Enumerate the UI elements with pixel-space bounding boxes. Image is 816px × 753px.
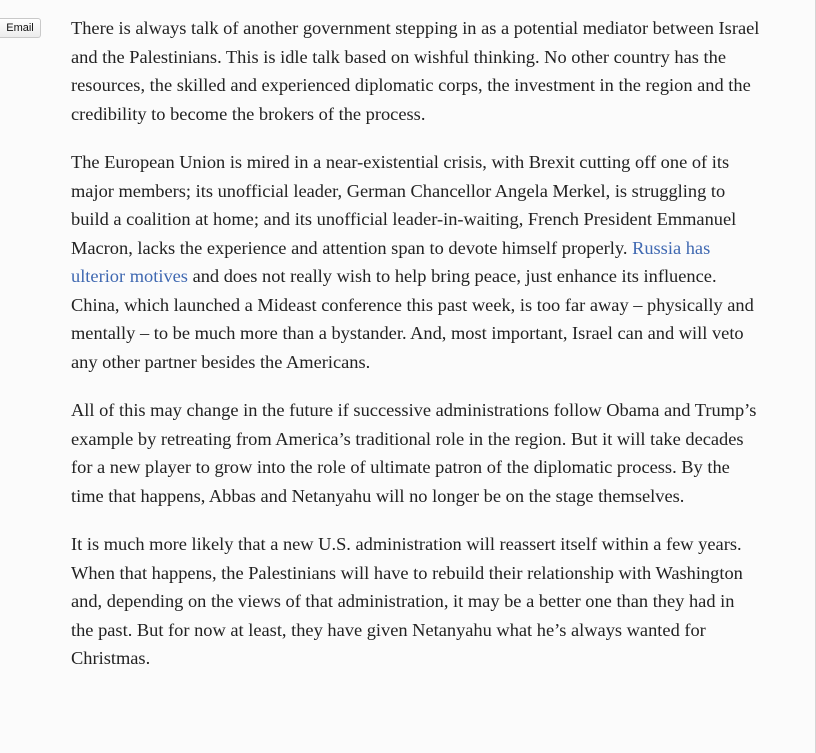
paragraph-3: All of this may change in the future if successive administrations follow Obama and Trump’s example by retreating from America’s traditional role in the region. But it will take decades for a new player to grow into the role of ultimate patron of the diplomatic process. By the time that happens, Abbas and Netanyahu will no longer be on the stage themselves. <box>71 400 757 506</box>
paragraph-1: There is always talk of another government stepping in as a potential mediator between Israel and the Palestinians. This is idle talk based on wishful thinking. No other country has the resources, the skilled and experienced diplomatic corps, the investment in the region and the credibility to become the brokers of the process. <box>71 18 760 124</box>
article-body <box>71 14 761 693</box>
paragraph-2-text-before-link: The European Union is mired in a near-existential crisis, with Brexit cutting off one of its major members; its unofficial leader, German Chancellor Angela Merkel, is struggling to build a coalition at home; and its unofficial leader-in-waiting, French President Emmanuel Macron, lacks the experience and attention span to devote himself properly. <box>71 152 737 258</box>
paragraph-2-text-after-link: and does not really wish to help bring peace, just enhance its influence. China, which launched a Mideast conference this past week, is too far away – physically and mentally – to be much more than a bystander. And, most important, Israel can and will veto any other partner besides the Americans. <box>71 266 754 372</box>
paragraph-2 <box>71 148 761 376</box>
paragraph-4: It is much more likely that a new U.S. administration will reassert itself within a few years. When that happens, the Palestinians will have to rebuild their relationship with Washington and, depending on the views of that administration, it may be a better one than they had in the past. But for now at least, they have given Netanyahu what he’s always wanted for Christmas. <box>71 534 743 668</box>
russia-ulterior-motives-link[interactable]: Russia has ulterior motives <box>71 237 711 286</box>
email-button[interactable]: Email <box>0 18 41 38</box>
